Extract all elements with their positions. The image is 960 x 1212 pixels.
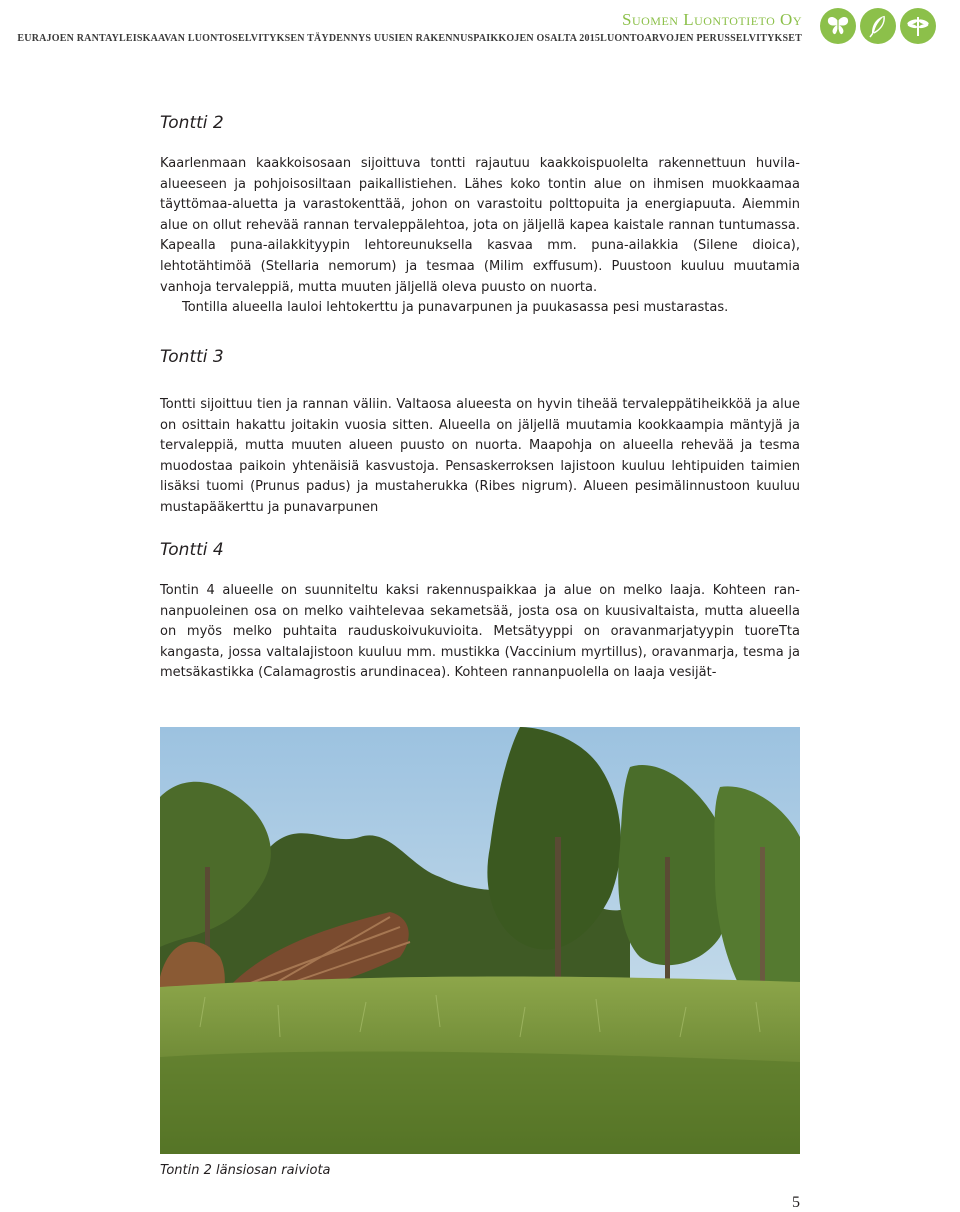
section-heading-tontti-2: Tontti 2 bbox=[160, 113, 224, 133]
page-header bbox=[0, 0, 960, 60]
report-title: EURAJOEN RANTAYLEISKAAVAN LUONTOSELVITYKSEN TÄYDENNYS UUSIEN RAKENNUSPAIKKOJEN OSALTA 2015LUONTOARVOJEN PERUSSELVITYKSET bbox=[17, 33, 802, 44]
butterfly-icon bbox=[820, 8, 856, 44]
feather-icon bbox=[860, 8, 896, 44]
landscape-photo bbox=[160, 727, 800, 1154]
section-heading-tontti-4: Tontti 4 bbox=[160, 540, 224, 560]
paragraph-tontti-3: Tontti sijoittuu tien ja rannan väliin. Valtaosa alueesta on hyvin tiheää tervaleppätiheikköä ja alue on osittain hakattu joitakin vuosia sitten. Alueella on jäljellä muutamia kookkaampia mäntyjä ja tervaleppiä, mutta muuten alueen puusto on nuorta. Maapohja on alueella rehevää ja tesma muodostaa paikoin yhtenäisiä kasvustoja. Pensaskerroksen lajistoon kuuluu lehtipuiden taimien lisäksi tuomi (Prunus padus) ja mustaherukka (Ribes nigrum). Alueen pesimälinnustoon kuuluu mustapääkerttu ja punavarpunen bbox=[160, 397, 800, 515]
paragraph-tontti-4: Tontin 4 alueelle on suunniteltu kaksi rakennuspaikkaa ja alue on melko laaja. Kohteen rannanpuoleinen osa on melko vaihtelevaa sekametsää, josta osa on kuusivaltaista, mutta alueella on myös melko puhtaita rauduskoivukuvioita. Metsätyyppi on oravanmarjatyypin tuoreTta kangasta, jossa valtalajistoon kuuluu mm. mustikka (Vaccinium myrtillus), oravanmarja, tesma ja metsäkastikka (Calamagrostis arundinacea). Kohteen rannanpuolella on laaja vesijät- bbox=[160, 583, 800, 681]
paragraph-tontti-2 bbox=[160, 154, 800, 319]
page-number: 5 bbox=[792, 1194, 800, 1211]
photo-caption: Tontin 2 länsiosan raiviota bbox=[160, 1163, 331, 1178]
paragraph-text: Kaarlenmaan kaakkoisosaan sijoittuva tontti rajautuu kaakkoispuolelta rakennettuun huvilaalueeseen ja pohjoisosiltaan paikallistiehen. Lähes koko tontin alue on ihmisen muokkaamaa täyttömaa-aluetta ja varastokenttää, johon on varastoitu polttopuita ja energiapuuta. Aiemmin alue on ollut rehevää rannan tervaleppälehtoa, jota on jäljellä kapea kaistale rannan tuntumassa. Kapealla puna-ailakkityypin lehtoreunuksella kasvaa mm. puna-ailakkia (Silene dioica), lehtotähtimöä (Stellaria nemorum) ja tesmaa (Milim exffusum). Puustoon kuuluu muutamia vanhoja tervaleppiä, mutta muuten jäljellä oleva puusto on nuorta. bbox=[160, 156, 800, 295]
dragonfly-icon bbox=[900, 8, 936, 44]
paragraph-text-indented: Tontilla alueella lauloi lehtokerttu ja punavarpunen ja puukasassa pesi mustarastas. bbox=[182, 300, 729, 316]
header-icons bbox=[820, 8, 936, 44]
company-name: Suomen Luontotieto Oy bbox=[622, 10, 802, 29]
section-heading-tontti-3: Tontti 3 bbox=[160, 347, 224, 367]
